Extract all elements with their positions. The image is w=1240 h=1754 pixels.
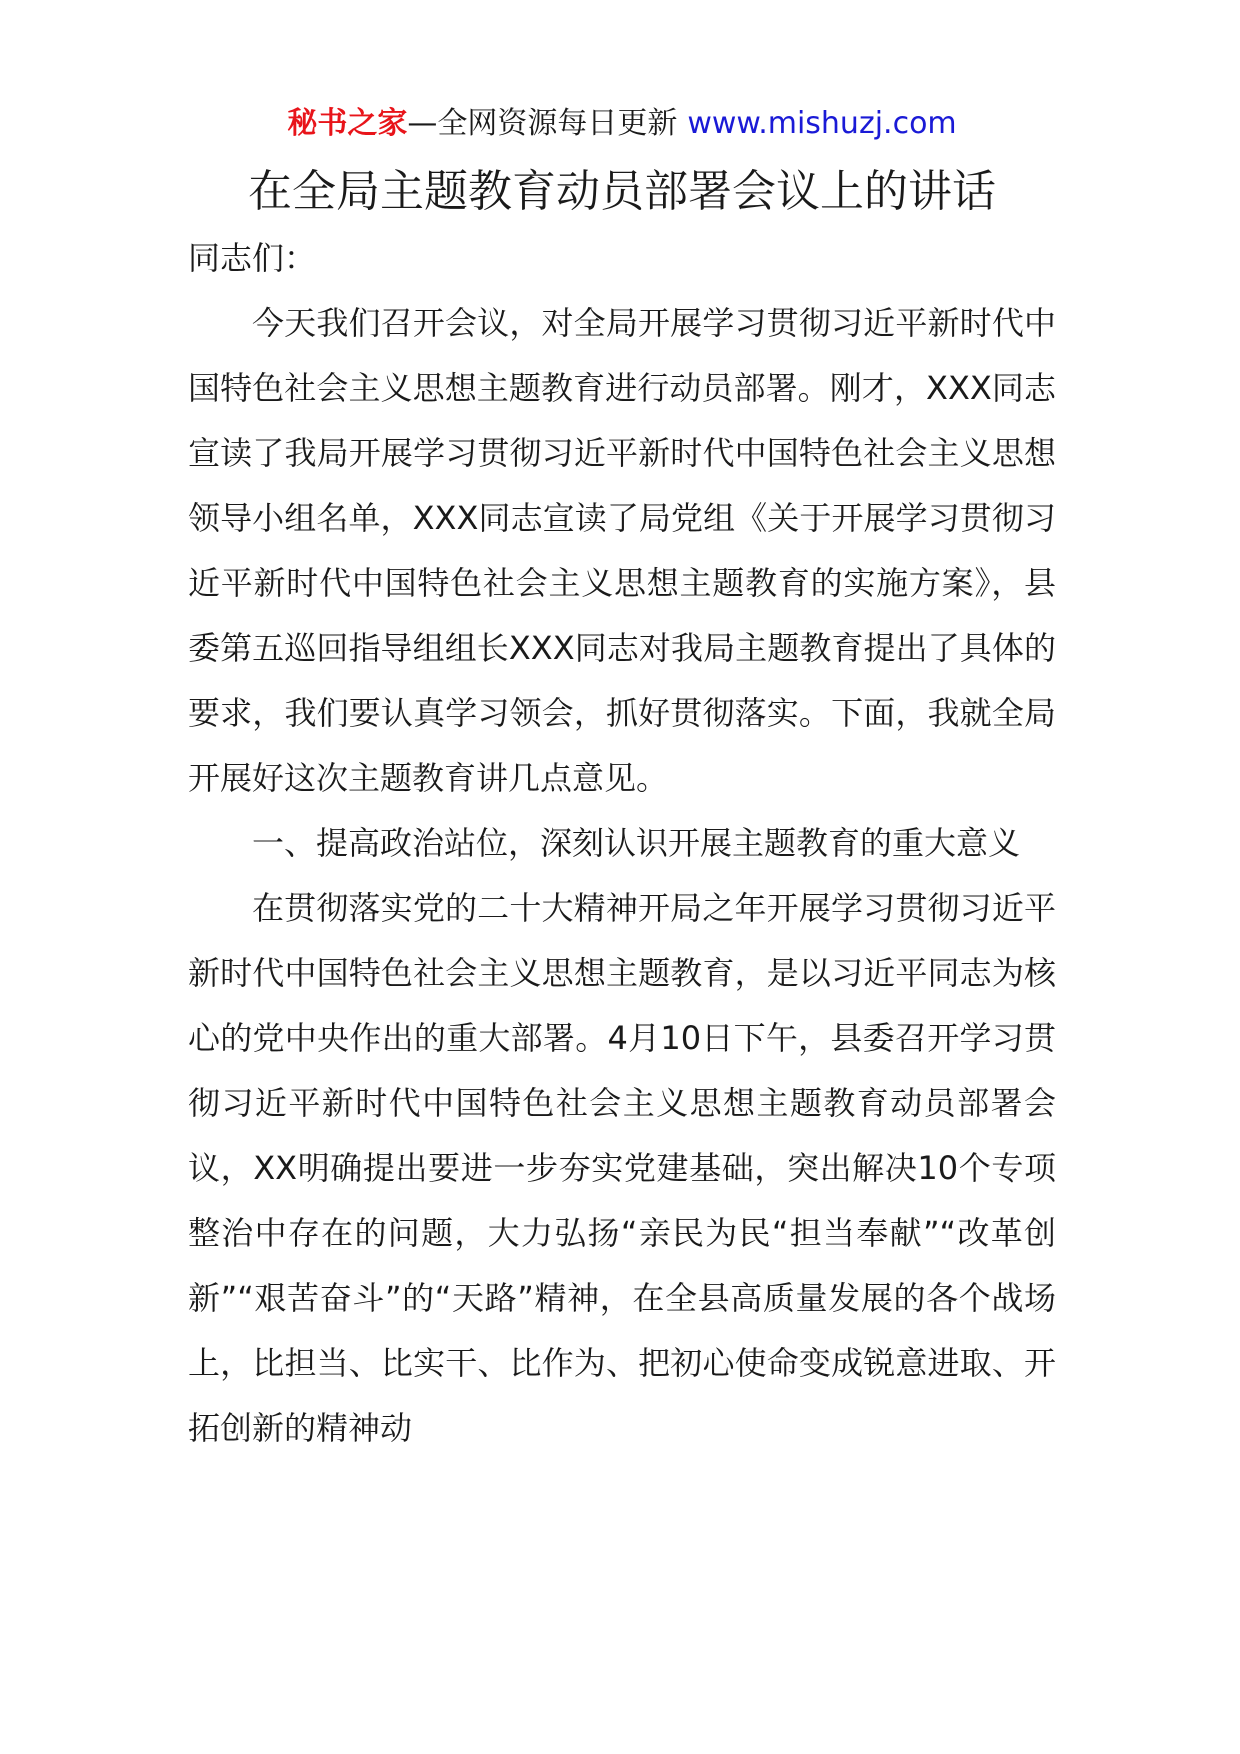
document-body [188,226,1056,1461]
section-heading: 一、提高政治站位，深刻认识开展主题教育的重大意义 [252,824,1021,862]
header-tagline: —全网资源每日更新 [407,106,678,141]
body-paragraph: 今天我们召开会议，对全局开展学习贯彻习近平新时代中国特色社会主义思想主题教育进行动员部署。刚才，XXX同志宣读了我局开展学习贯彻习近平新时代中国特色社会主义思想领导小组名单，XXX同志宣读了局党组《关于开展学习贯彻习近平新时代中国特色社会主义思想主题教育的实施方案》，县委第五巡回指导组组长XXX同志对我局主题教育提出了具体的要求，我们要认真学习领会，抓好贯彻落实。下面，我就全局开展好这次主题教育讲几点意见。 [188,304,1056,797]
document-title: 在全局主题教育动员部署会议上的讲话 [248,166,996,217]
salutation: 同志们： [188,239,317,277]
body-paragraph: 在贯彻落实党的二十大精神开局之年开展学习贯彻习近平新时代中国特色社会主义思想主题教育，是以习近平同志为核心的党中央作出的重大部署。4月10日下午，县委召开学习贯彻习近平新时代中国特色社会主义思想主题教育动员部署会议，XX明确提出要进一步夯实党建基础，突出解决10个专项整治中存在的问题，大力弘扬“亲民为民“担当奉献”“改革创新”“艰苦奋斗”的“天路”精神，在全县高质量发展的各个战场上，比担当、比实干、比作为、把初心使命变成锐意进取、开拓创新的精神动 [188,889,1056,1447]
site-url-link[interactable]: www.mishuzj.com [687,106,957,141]
site-header [188,102,1056,146]
brand-name: 秘书之家 [287,106,408,141]
document-page [188,0,1056,1754]
